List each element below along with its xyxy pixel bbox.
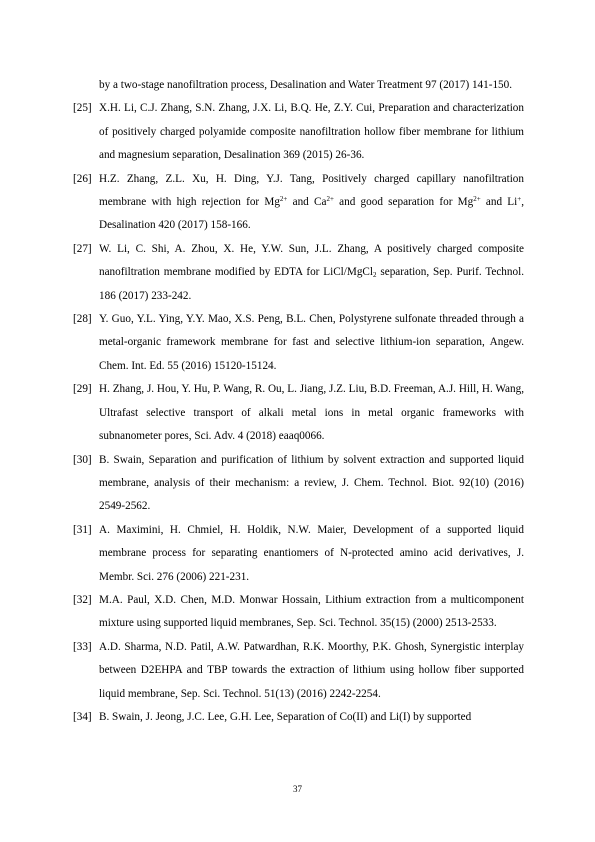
reference-text-run: , Desalination 420 (2017) 158-166. xyxy=(99,196,524,232)
reference-entry xyxy=(73,589,524,636)
superscript-text: 2+ xyxy=(326,195,334,204)
reference-text-run: A.D. Sharma, N.D. Patil, A.W. Patwardhan, R.K. Moorthy, P.K. Ghosh, Synergistic interplay between D2EHPA and TBP towards the extraction of lithium using hollow fiber supported liquid membrane, Sep. Sci. Technol. 51(13) (2016) 2242-2254. xyxy=(99,640,524,700)
reference-text-run: X.H. Li, C.J. Zhang, S.N. Zhang, J.X. Li, B.Q. He, Z.Y. Cui, Preparation and characterization of positively charged polyamide composite nanofiltration hollow fiber membrane for lithium and magnesium separation, Desalination 369 (2015) 26-36. xyxy=(99,102,524,162)
reference-text-run: and Ca xyxy=(287,196,327,209)
reference-text-run: W. Li, C. Shi, A. Zhou, X. He, Y.W. Sun, J.L. Zhang, A positively charged composite nanofiltration membrane modified by EDTA for LiCl/MgCl xyxy=(99,242,524,279)
reference-entry xyxy=(73,238,524,308)
reference-text xyxy=(99,449,524,519)
reference-number: [32] xyxy=(73,593,92,606)
reference-number: [34] xyxy=(73,710,92,723)
page-number: 37 xyxy=(293,784,302,794)
reference-number: [27] xyxy=(73,242,92,255)
reference-text xyxy=(99,238,524,308)
reference-text-run: and Li xyxy=(480,196,518,209)
reference-text-run: and good separation for Mg xyxy=(333,196,474,209)
reference-text xyxy=(99,97,524,167)
reference-text xyxy=(99,168,524,238)
reference-text-run: A. Maximini, H. Chmiel, H. Holdik, N.W. Maier, Development of a supported liquid membrane process for separating enantiomers of N-protected amino acid derivatives, J. Membr. Sci. 276 (2006) 221-231. xyxy=(99,523,524,583)
reference-entry xyxy=(73,97,524,167)
reference-text-run: H.Z. Zhang, Z.L. Xu, H. Ding, Y.J. Tang, Positively charged capillary nanofiltration membrane with high rejection for Mg xyxy=(99,172,524,209)
reference-entry xyxy=(73,74,524,97)
reference-entry xyxy=(73,168,524,238)
subscript-text: 2 xyxy=(373,271,377,279)
reference-text xyxy=(99,378,524,448)
reference-text-run: M.A. Paul, X.D. Chen, M.D. Monwar Hossain, Lithium extraction from a multicomponent mixture using supported liquid membranes, Sep. Sci. Technol. 35(15) (2000) 2513-2533. xyxy=(99,593,524,630)
reference-number: [30] xyxy=(73,453,92,466)
reference-text-run: H. Zhang, J. Hou, Y. Hu, P. Wang, R. Ou, L. Jiang, J.Z. Liu, B.D. Freeman, A.J. Hill, H. Wang, Ultrafast selective transport of alkali metal ions in metal organic frameworks with subnanometer pores, Sci. Adv. 4 (2018) eaaq0066. xyxy=(99,383,524,443)
reference-entry xyxy=(73,378,524,448)
reference-entry xyxy=(73,706,524,729)
reference-text-run: separation, Sep. Purif. Technol. 186 (2017) 233-242. xyxy=(99,266,524,302)
reference-number: [29] xyxy=(73,383,92,396)
reference-number: [31] xyxy=(73,523,92,536)
reference-text-run: by a two-stage nanofiltration process, Desalination and Water Treatment 97 (2017) 141-150. xyxy=(99,79,513,91)
superscript-text: 2+ xyxy=(473,195,481,204)
reference-text-run: Y. Guo, Y.L. Ying, Y.Y. Mao, X.S. Peng, B.L. Chen, Polystyrene sulfonate threaded through a metal-organic framework membrane for fast and selective lithium-ion separation, Angew. Chem. Int. Ed. 55 (2016) 15120-15124. xyxy=(99,313,524,372)
reference-entry xyxy=(73,519,524,589)
reference-entry xyxy=(73,308,524,378)
reference-text xyxy=(99,308,524,378)
superscript-text: + xyxy=(517,195,522,204)
reference-number: [25] xyxy=(73,102,92,115)
reference-entry xyxy=(73,449,524,519)
reference-text-run: B. Swain, Separation and purification of lithium by solvent extraction and supported liquid membrane, analysis of their mechanism: a review, J. Chem. Technol. Biot. 92(10) (2016) 2549-2562. xyxy=(99,453,524,513)
reference-number: [28] xyxy=(73,313,92,326)
reference-number: [26] xyxy=(73,172,92,185)
reference-text xyxy=(99,519,524,589)
reference-text xyxy=(99,589,524,636)
reference-text xyxy=(99,706,524,729)
superscript-text: 2+ xyxy=(279,195,288,204)
reference-text xyxy=(99,636,524,706)
reference-number: [33] xyxy=(73,640,92,653)
reference-text xyxy=(99,74,524,97)
reference-list xyxy=(73,74,524,729)
reference-entry xyxy=(73,636,524,706)
reference-text-run: B. Swain, J. Jeong, J.C. Lee, G.H. Lee, Separation of Co(II) and Li(I) by supported xyxy=(99,710,472,723)
